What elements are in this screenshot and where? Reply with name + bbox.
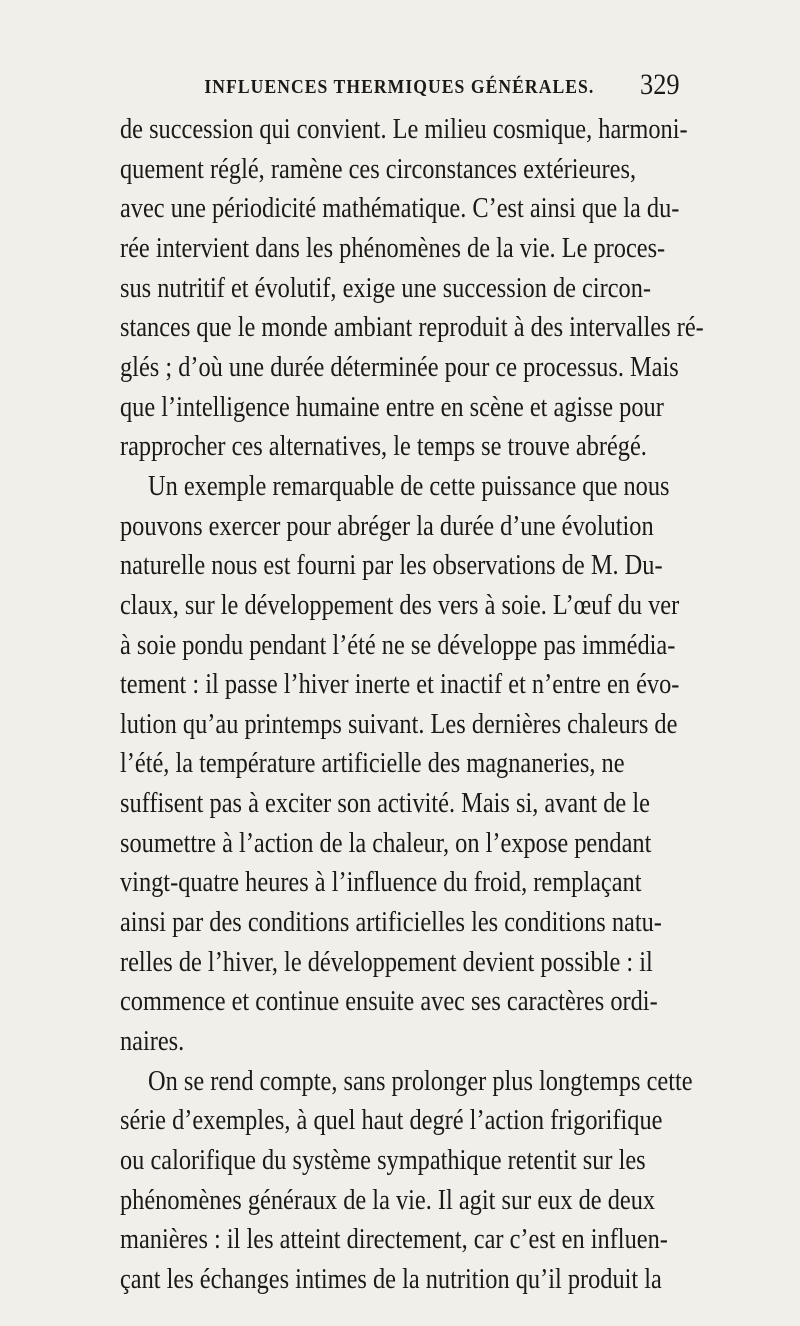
text-line: ainsi par des conditions artificielles les conditions natu- <box>120 906 662 938</box>
text-line: glés ; d’où une durée déterminée pour ce processus. Mais <box>120 351 679 383</box>
text-line: Un exemple remarquable de cette puissance que nous <box>148 470 670 502</box>
text-line: quement réglé, ramène ces circonstances extérieures, <box>120 153 637 185</box>
text-line: soumettre à l’action de la chaleur, on l’expose pendant <box>120 827 652 859</box>
text-line: çant les échanges intimes de la nutrition qu’il produit la <box>120 1263 662 1295</box>
text-line: relles de l’hiver, le développement devient possible : il <box>120 946 653 978</box>
text-line: commence et continue ensuite avec ses caractères ordi- <box>120 985 658 1017</box>
text-line: pouvons exercer pour abréger la durée d’une évolution <box>120 510 654 542</box>
text-line: phénomènes généraux de la vie. Il agit sur eux de deux <box>120 1184 656 1216</box>
text-line: sus nutritif et évolutif, exige une succession de circon- <box>120 272 652 304</box>
text-line: vingt-quatre heures à l’influence du froid, remplaçant <box>120 866 642 898</box>
text-line: suffisent pas à exciter son activité. Mais si, avant de le <box>120 787 650 819</box>
text-line: ou calorifique du système sympathique retentit sur les <box>120 1144 646 1176</box>
text-line: manières : il les atteint directement, car c’est en influen- <box>120 1223 668 1255</box>
text-line: que l’intelligence humaine entre en scène et agisse pour <box>120 391 664 423</box>
text-line: tement : il passe l’hiver inerte et inactif et n’entre en évo- <box>120 668 680 700</box>
text-line: à soie pondu pendant l’été ne se développe pas immédia- <box>120 629 676 661</box>
text-line: de succession qui convient. Le milieu cosmique, harmoni- <box>120 113 688 145</box>
text-line: série d’exemples, à quel haut degré l’action frigorifique <box>120 1104 663 1136</box>
text-line: l’été, la température artificielle des magnaneries, ne <box>120 747 625 779</box>
page-number: 329 <box>640 68 680 101</box>
running-title: INFLUENCES THERMIQUES GÉNÉRALES. <box>204 76 595 98</box>
text-line: rapprocher ces alternatives, le temps se trouve abrégé. <box>120 430 647 462</box>
text-line: lution qu’au printemps suivant. Les dernières chaleurs de <box>120 708 678 740</box>
text-line: stances que le monde ambiant reproduit à des intervalles ré- <box>120 311 704 343</box>
running-head <box>178 68 680 104</box>
text-line: avec une périodicité mathématique. C’est ainsi que la du- <box>120 192 680 224</box>
text-line: rée intervient dans les phénomènes de la vie. Le proces- <box>120 232 666 264</box>
text-line: naires. <box>120 1025 185 1057</box>
text-line: claux, sur le développement des vers à soie. L’œuf du ver <box>120 589 680 621</box>
text-line: On se rend compte, sans prolonger plus longtemps cette <box>148 1065 693 1097</box>
text-line: naturelle nous est fourni par les observations de M. Du- <box>120 549 663 581</box>
